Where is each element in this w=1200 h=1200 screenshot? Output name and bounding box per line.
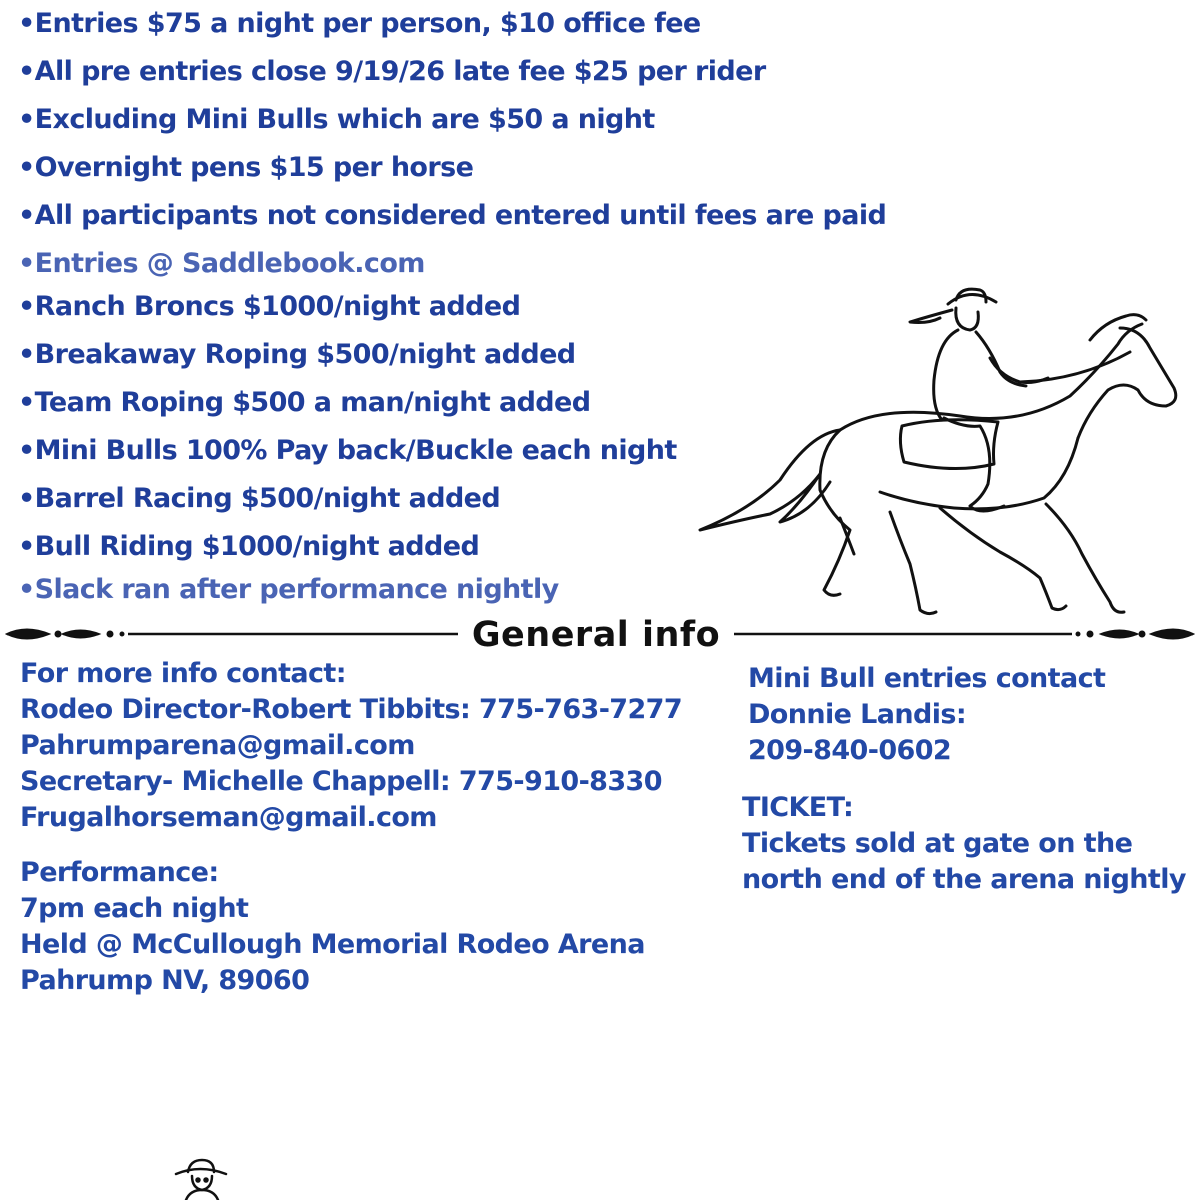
ticket-line: north end of the arena nightly: [742, 864, 1186, 895]
contact-heading: For more info contact:: [20, 658, 346, 689]
list-item: •All participants not considered entered until fees are paid: [18, 200, 887, 231]
list-item: •Ranch Broncs $1000/night added: [18, 291, 521, 322]
list-item: •Barrel Racing $500/night added: [18, 483, 501, 514]
contact-info: [20, 656, 682, 836]
contact-secretary: Secretary- Michelle Chappell: 775-910-8330: [20, 766, 662, 797]
list-item: •Entries $75 a night per person, $10 office fee: [18, 8, 701, 39]
performance-time: 7pm each night: [20, 893, 249, 924]
cowgirl-on-horse-icon: [690, 280, 1200, 625]
contact-director: Rodeo Director-Robert Tibbits: 775-763-7277: [20, 694, 683, 725]
mini-bull-contact: [748, 661, 1105, 769]
list-item: •Entries @ Saddlebook.com: [18, 248, 425, 279]
cowboy-figure-icon: [168, 1158, 234, 1200]
list-item: •Mini Bulls 100% Pay back/Buckle each night: [18, 435, 677, 466]
performance-address: Pahrump NV, 89060: [20, 965, 310, 996]
contact-email: Frugalhorseman@gmail.com: [20, 802, 437, 833]
ticket-info: [742, 790, 1186, 898]
list-item: •Slack ran after performance nightly: [18, 574, 559, 605]
mini-bull-heading: Mini Bull entries contact: [748, 663, 1106, 694]
mini-bull-name: Donnie Landis:: [748, 699, 967, 730]
mini-bull-phone: 209-840-0602: [748, 735, 952, 766]
list-item: •Breakaway Roping $500/night added: [18, 339, 576, 370]
list-item: •Overnight pens $15 per horse: [18, 152, 474, 183]
contact-email: Pahrumparena@gmail.com: [20, 730, 415, 761]
list-item: •All pre entries close 9/19/26 late fee $25 per rider: [18, 56, 766, 87]
list-item: •Bull Riding $1000/night added: [18, 531, 480, 562]
ticket-heading: TICKET:: [742, 792, 854, 823]
performance-info: [20, 855, 645, 999]
list-item: •Team Roping $500 a man/night added: [18, 387, 591, 418]
performance-heading: Performance:: [20, 857, 219, 888]
performance-venue: Held @ McCullough Memorial Rodeo Arena: [20, 929, 645, 960]
ticket-line: Tickets sold at gate on the: [742, 828, 1133, 859]
list-item: •Excluding Mini Bulls which are $50 a night: [18, 104, 655, 135]
section-title: General info: [462, 612, 730, 658]
